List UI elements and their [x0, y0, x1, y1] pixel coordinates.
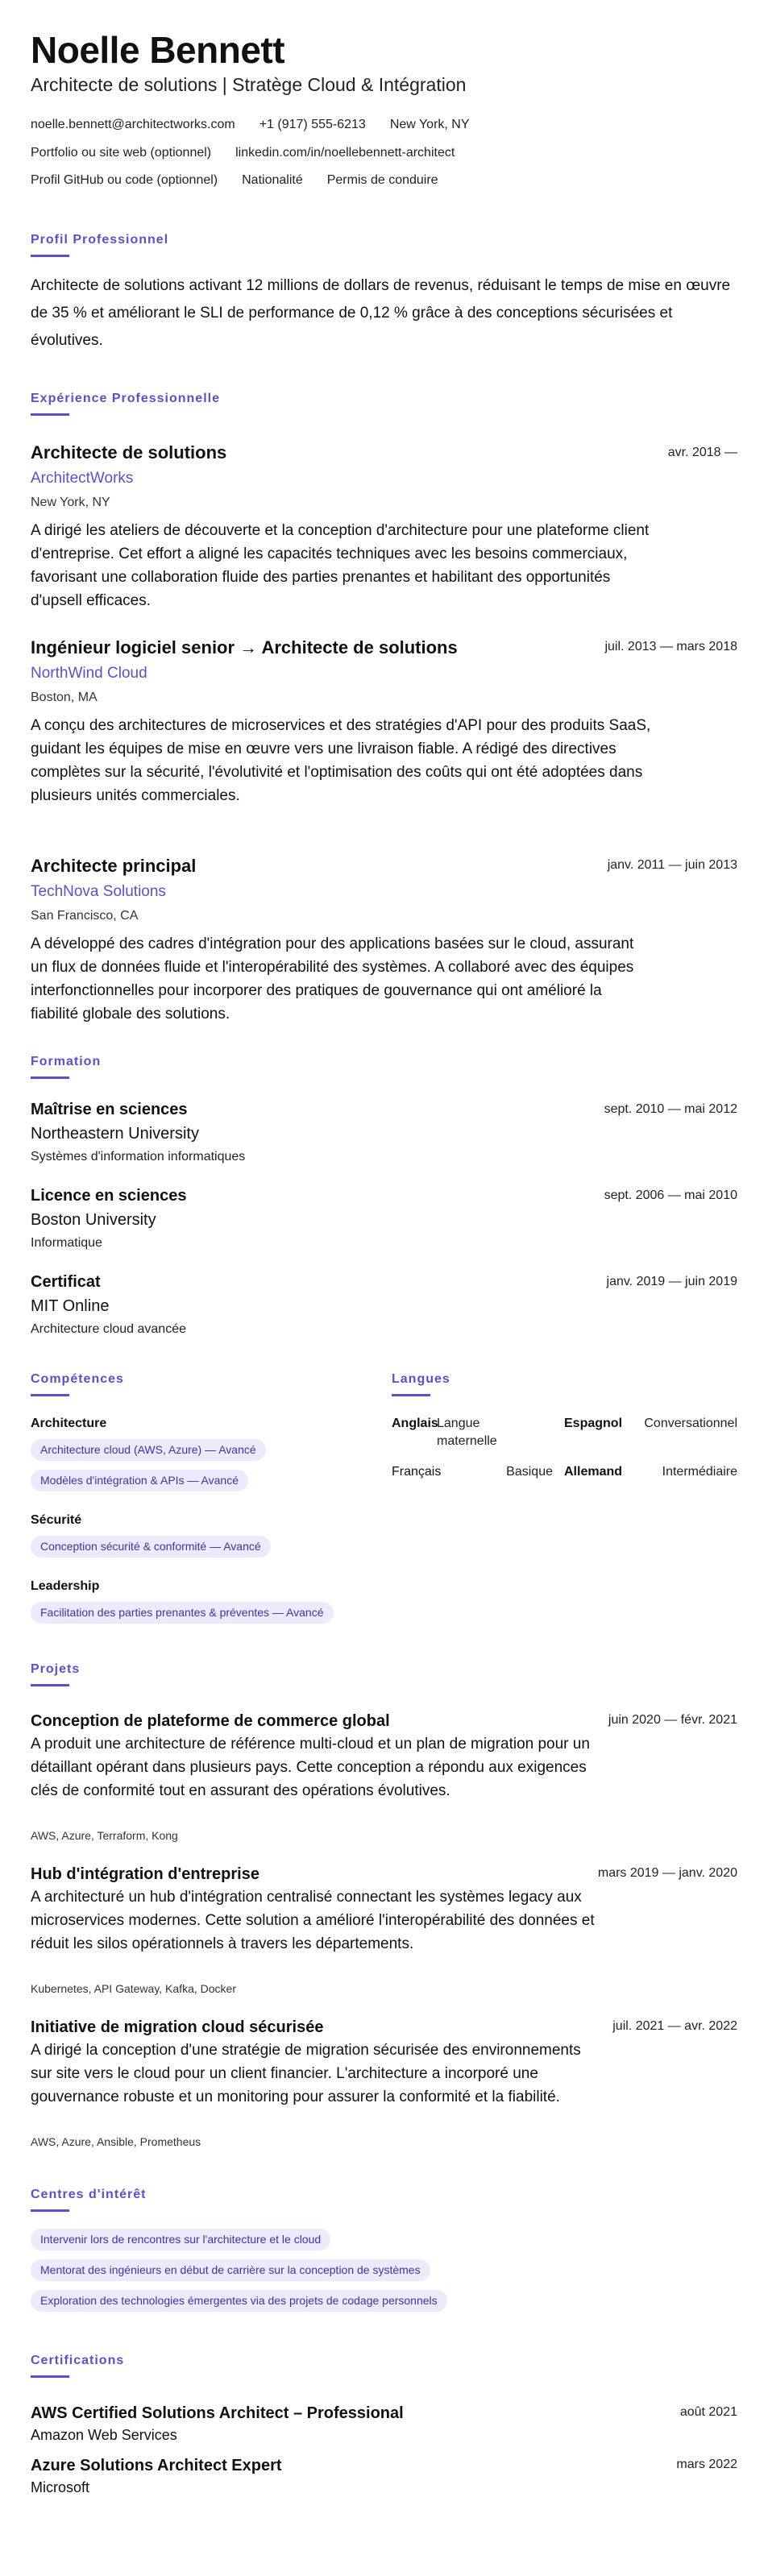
language-name: Français	[392, 1465, 442, 1479]
section-title-languages: Langues	[392, 1372, 450, 1386]
section-title-education: Formation	[31, 1055, 102, 1068]
section-divider	[31, 413, 69, 416]
project-name: Conception de plateforme de commerce global	[31, 1712, 390, 1730]
project-date: juil. 2021 — avr. 2022	[612, 2019, 737, 2033]
skill-pill: Facilitation des parties prenantes & préventes — Avancé	[31, 1602, 334, 1624]
project-tech: AWS, Azure, Ansible, Prometheus	[31, 2135, 201, 2148]
section-divider	[31, 1684, 69, 1686]
project-tech: Kubernetes, API Gateway, Kafka, Docker	[31, 1982, 236, 1995]
education-school: Northeastern University	[31, 1125, 199, 1143]
interest-pill: Exploration des technologies émergentes via des projets de codage personnels	[31, 2290, 447, 2312]
project-date: mars 2019 — janv. 2020	[597, 1866, 737, 1880]
section-divider	[31, 1394, 69, 1396]
experience-company: TechNova Solutions	[31, 883, 166, 900]
linkedin-link[interactable]: linkedin.com/in/noellebennett-architect	[235, 146, 455, 160]
certification-name: Azure Solutions Architect Expert	[31, 2457, 282, 2474]
education-date: sept. 2010 — mai 2012	[604, 1102, 737, 1116]
skill-category: Architecture	[31, 1417, 107, 1430]
project-tech: AWS, Azure, Terraform, Kong	[31, 1829, 178, 1842]
section-divider	[392, 1394, 430, 1396]
experience-company: NorthWind Cloud	[31, 665, 147, 682]
skill-pill: Architecture cloud (AWS, Azure) — Avancé	[31, 1439, 266, 1461]
education-date: sept. 2006 — mai 2010	[604, 1188, 737, 1202]
language-name: Allemand	[564, 1465, 623, 1479]
interest-pill: Mentorat des ingénieurs en début de carrière sur la conception de systèmes	[31, 2259, 430, 2281]
contact-row-1	[31, 116, 470, 134]
interest-pill: Intervenir lors de rencontres sur l'architecture et le cloud	[31, 2229, 330, 2250]
experience-description: A développé des cadres d'intégration pour des applications basées sur le cloud, assurant un flux de données fluide et l'interopérabilité des systèmes. A collaboré avec des équipes interfonctionnelles pour incorporer des pratiques de gouvernance qui ont amélioré la fiabilité globale des solutions.	[31, 935, 634, 1023]
section-divider	[31, 2209, 69, 2212]
language-level: Intermédiaire	[662, 1465, 737, 1479]
education-date: janv. 2019 — juin 2019	[606, 1275, 737, 1288]
language-level: Conversationnel	[644, 1417, 737, 1430]
experience-role: Architecte principal	[31, 856, 197, 876]
experience-role: Ingénieur logiciel senior → Architecte de solutions	[31, 637, 458, 657]
experience-description: A dirigé les ateliers de découverte et la conception d'architecture pour une plateforme client d'entreprise. Cet effort a aligné les capacités techniques avec les besoins commerciaux, favorisant une collaboration fluide des parties prenantes et habilitant des opportunités d'upsell efficaces.	[31, 522, 650, 609]
education-degree: Maîtrise en sciences	[31, 1101, 188, 1118]
experience-date: juil. 2013 — mars 2018	[604, 640, 737, 653]
section-title-skills: Compétences	[31, 1372, 124, 1386]
education-field: Architecture cloud avancée	[31, 1322, 186, 1336]
section-divider	[31, 255, 69, 257]
experience-location: New York, NY	[31, 496, 110, 509]
education-field: Informatique	[31, 1236, 102, 1250]
education-degree: Certificat	[31, 1273, 101, 1291]
section-divider	[31, 1076, 69, 1079]
certification-name: AWS Certified Solutions Architect – Professional	[31, 2404, 404, 2422]
phone[interactable]: +1 (917) 555-6213	[259, 118, 366, 131]
certification-date: août 2021	[679, 2405, 737, 2419]
certification-issuer: Amazon Web Services	[31, 2427, 177, 2443]
skill-pill: Conception sécurité & conformité — Avancé	[31, 1536, 271, 1558]
project-description: A produit une architecture de référence multi-cloud et un plan de migration pour un détaillant opérant dans plusieurs pays. Cette conception a répondu aux exigences clés de conformité tout en assurant des opérations évolutives.	[31, 1736, 590, 1799]
contact-row-3	[31, 172, 438, 189]
experience-company: ArchitectWorks	[31, 470, 134, 487]
project-description: A architecturé un hub d'intégration centralisé connectant les systèmes legacy aux microservices modernes. Cette solution a amélioré l'interopérabilité des données et réduit les silos opérationnels à travers les départements.	[31, 1889, 595, 1952]
language-level: Langue maternelle	[437, 1417, 497, 1448]
experience-location: Boston, MA	[31, 691, 98, 704]
education-school: Boston University	[31, 1211, 156, 1229]
language-level: Basique	[506, 1465, 553, 1479]
language-name: Espagnol	[564, 1417, 623, 1430]
candidate-name: Noelle Bennett	[31, 29, 285, 71]
project-description: A dirigé la conception d'une stratégie de migration sécurisée des environnements sur site vers le cloud pour un client financier. L'architecture a incorporé une gouvernance robuste et un monitoring pour assurer la conformité et la fiabilité.	[31, 2042, 581, 2105]
experience-date: janv. 2011 — juin 2013	[607, 858, 737, 872]
education-degree: Licence en sciences	[31, 1187, 187, 1205]
education-field: Systèmes d'information informatiques	[31, 1150, 246, 1164]
candidate-subtitle: Architecte de solutions | Stratège Cloud & Intégration	[31, 74, 467, 95]
location: New York, NY	[389, 118, 470, 131]
email[interactable]: noelle.bennett@architectworks.com	[31, 118, 235, 131]
section-title-experience: Expérience Professionnelle	[31, 392, 220, 405]
driving-license: Permis de conduire	[326, 173, 438, 187]
experience-location: San Francisco, CA	[31, 909, 139, 923]
skill-pill: Modèles d'intégration & APIs — Avancé	[31, 1470, 248, 1491]
contact-row-2	[31, 144, 455, 162]
education-school: MIT Online	[31, 1297, 110, 1315]
language-name: Anglais	[392, 1417, 438, 1430]
section-title-certifications: Certifications	[31, 2354, 125, 2367]
github-link[interactable]: Profil GitHub ou code (optionnel)	[31, 173, 218, 187]
experience-date: avr. 2018 —	[667, 446, 737, 459]
certification-date: mars 2022	[676, 2458, 737, 2471]
section-title-profile: Profil Professionnel	[31, 233, 169, 247]
section-divider	[31, 2375, 69, 2378]
portfolio-link[interactable]: Portfolio ou site web (optionnel)	[31, 146, 212, 160]
profile-summary: Architecte de solutions activant 12 millions de dollars de revenus, réduisant le temps de mise en œuvre de 35 % et améliorant le SLI de performance de 0,12 % grâce à des conceptions sécurisées et évolutives.	[31, 277, 731, 349]
experience-role: Architecte de solutions	[31, 442, 227, 463]
project-date: juin 2020 — févr. 2021	[608, 1713, 737, 1727]
project-name: Hub d'intégration d'entreprise	[31, 1865, 259, 1883]
skill-category: Sécurité	[31, 1513, 82, 1527]
certification-issuer: Microsoft	[31, 2479, 90, 2495]
experience-description: A conçu des architectures de microservices et des stratégies d'API pour des produits SaaS, guidant les équipes de mise en œuvre vers une livraison fiable. A rédigé des directives complètes sur la sécurité, l'évolutivité et l'optimisation des coûts qui ont été adoptées dans plusieurs unités commerciales.	[31, 717, 651, 804]
project-name: Initiative de migration cloud sécurisée	[31, 2018, 324, 2036]
section-title-projects: Projets	[31, 1662, 81, 1676]
section-title-interests: Centres d'intérêt	[31, 2188, 147, 2201]
nationality: Nationalité	[242, 173, 303, 187]
skill-category: Leadership	[31, 1579, 100, 1593]
